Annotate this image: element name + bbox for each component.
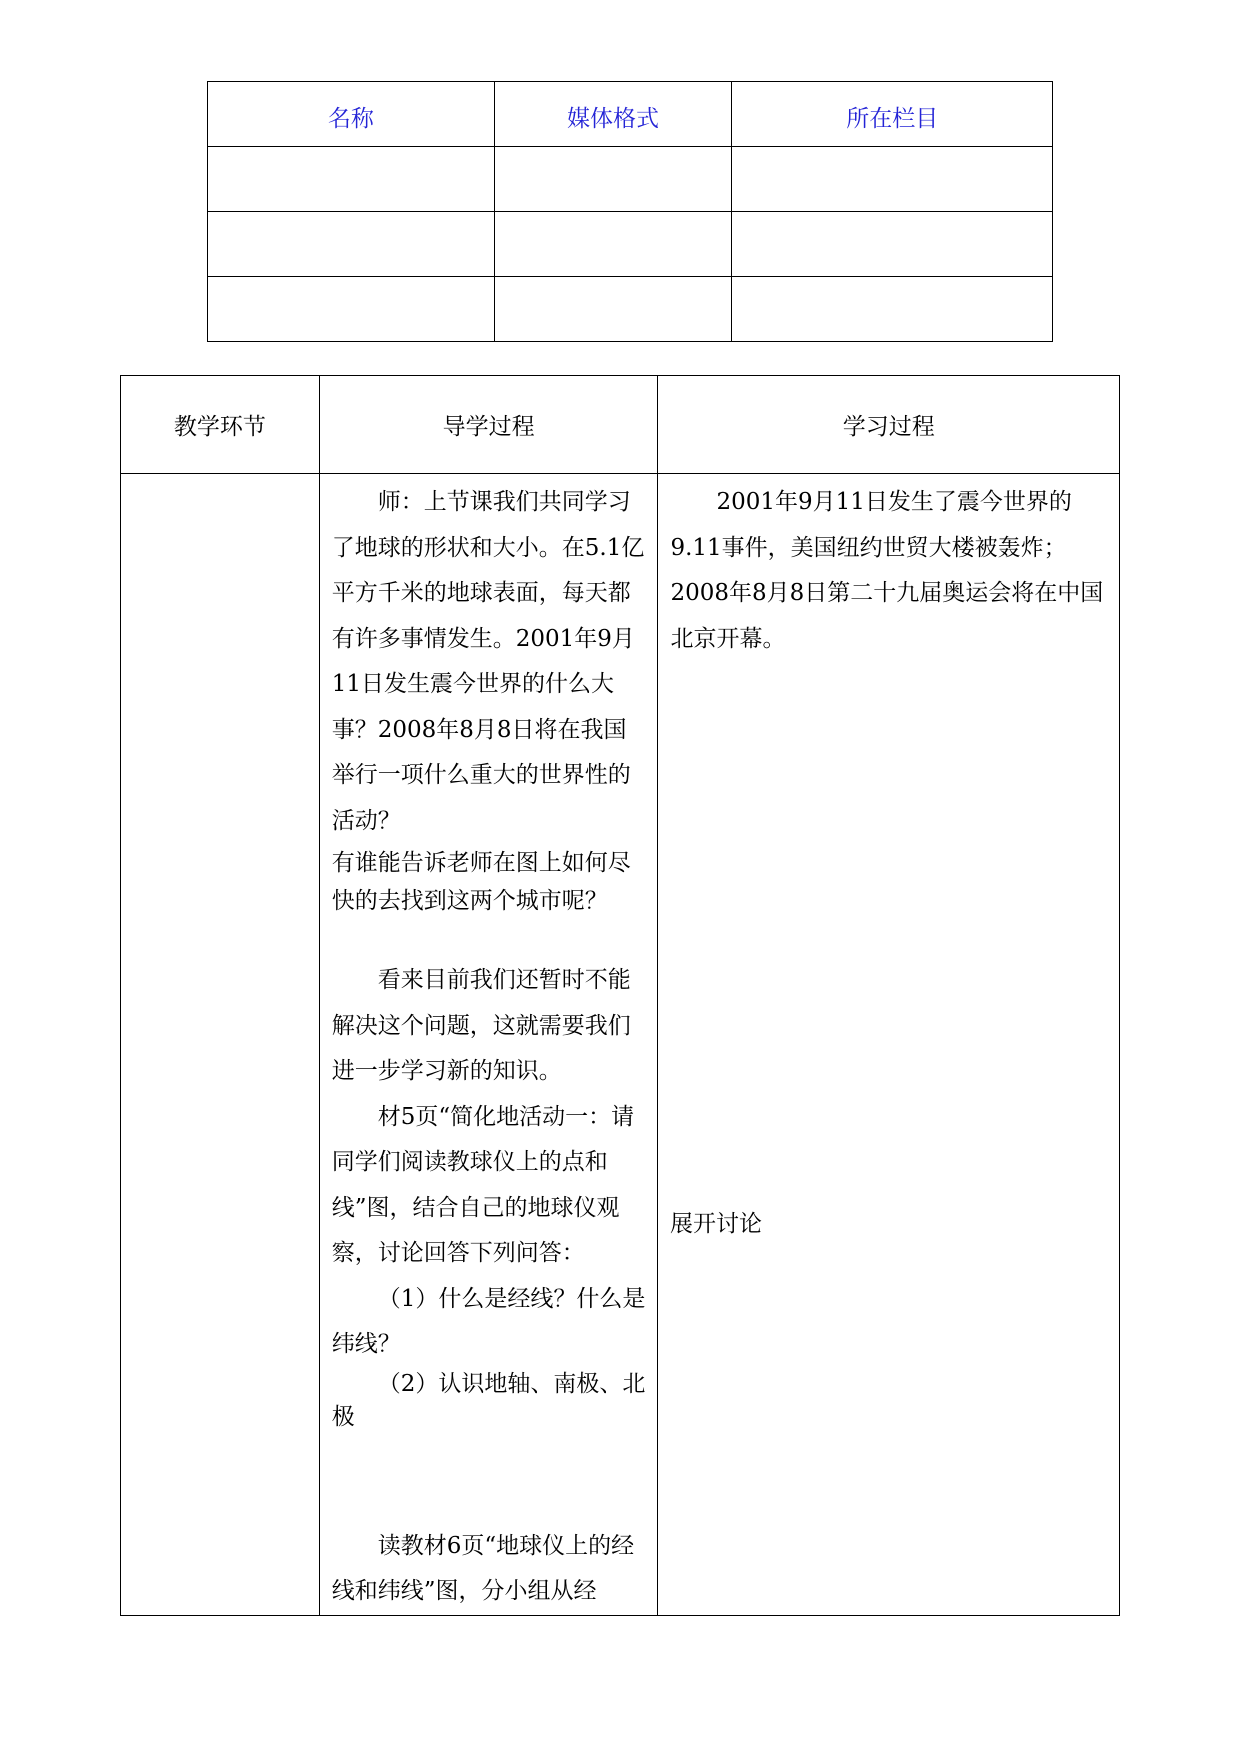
media-cell[interactable] (208, 212, 495, 277)
media-cell[interactable] (732, 212, 1053, 277)
media-header-column: 所在栏目 (732, 82, 1053, 147)
lesson-table-header-row (121, 376, 1120, 474)
guide-question-1: （1）什么是经线？什么是纬线？ (331, 1285, 646, 1357)
media-table-row (208, 277, 1053, 342)
media-cell[interactable] (208, 147, 495, 212)
lesson-header-stage: 教学环节 (121, 376, 320, 474)
guide-paragraph-3: 看来目前我们还暂时不能解决这个问题，这就需要我们进一步学习新的知识。 (331, 967, 631, 1084)
lesson-stage-cell (121, 474, 320, 1616)
guide-paragraph-4: 材5页“简化地活动一：请同学们阅读教球仪上的点和线”图，结合自己的地球仪观察，讨论回答下列问答： (331, 1103, 635, 1266)
media-cell[interactable] (732, 277, 1053, 342)
media-cell[interactable] (494, 147, 732, 212)
lesson-guide-cell (319, 474, 658, 1616)
media-cell[interactable] (732, 147, 1053, 212)
learn-paragraph-1: 2001年9月11日发生了震今世界的9.11事件，美国纽约世贸大楼被轰炸；2008年8月8日第二十九届奥运会将在中国北京开幕。 (670, 489, 1104, 652)
media-table-row (208, 147, 1053, 212)
media-header-name: 名称 (208, 82, 495, 147)
learn-discuss-text: 展开讨论 (670, 1211, 762, 1237)
media-table (207, 81, 1053, 342)
media-cell[interactable] (208, 277, 495, 342)
media-header-format: 媒体格式 (494, 82, 732, 147)
lesson-table (120, 375, 1120, 1616)
lesson-header-guide: 导学过程 (319, 376, 658, 474)
media-table-header-row (208, 82, 1053, 147)
lesson-learn-cell (658, 474, 1120, 1616)
media-table-row (208, 212, 1053, 277)
media-cell[interactable] (494, 212, 732, 277)
guide-paragraph-1: 师：上节课我们共同学习了地球的形状和大小。在5.1亿平方千米的地球表面，每天都有许多事情发生。2001年9月11日发生震今世界的什么大事？2008年8月8日将在我国举行一项什么重大的世界性的活动？ (331, 489, 645, 834)
lesson-header-learn: 学习过程 (658, 376, 1120, 474)
lesson-body-row (121, 474, 1120, 1616)
guide-paragraph-2: 有谁能告诉老师在图上如何尽快的去找到这两个城市呢？ (331, 850, 631, 914)
guide-question-2: （2）认识地轴、南极、北极 (331, 1370, 646, 1430)
media-cell[interactable] (494, 277, 732, 342)
guide-paragraph-5: 读教材6页“地球仪上的经线和纬线”图，分小组从经 (331, 1532, 635, 1604)
